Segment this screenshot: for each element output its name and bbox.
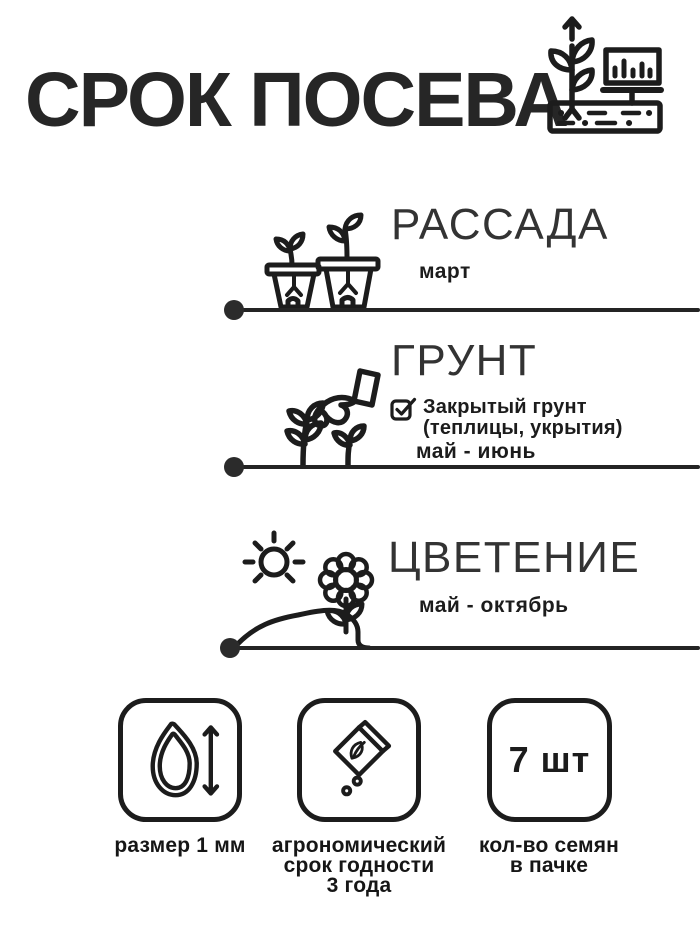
seed-size-badge — [118, 698, 242, 822]
hand-sowing-icon — [266, 362, 388, 466]
seed-count-badge — [487, 698, 612, 822]
badge-label-seed-count: кол-во семян в пачке — [478, 834, 620, 877]
section-heading-cvetenie: ЦВЕТЕНИЕ — [388, 533, 641, 582]
seed-packet-icon — [315, 716, 403, 804]
sun-icon — [245, 533, 303, 581]
section-period-rassada: март — [419, 260, 471, 283]
section-period-cvetenie: май - октябрь — [419, 594, 569, 617]
note-line-1: Закрытый грунт — [423, 396, 587, 418]
checkbox-checked-icon — [390, 395, 417, 422]
timeline-dot — [220, 638, 240, 658]
timeline-line — [230, 646, 700, 650]
bar-chart-monitor-icon — [603, 50, 661, 103]
section-period-grunt: май - июнь — [416, 440, 536, 463]
seed-size-icon — [136, 716, 224, 804]
section-heading-rassada: РАССАДА — [391, 200, 609, 249]
leaf-icon — [351, 742, 364, 758]
badge-label-shelf-life: агрономический срок годности 3 года — [271, 834, 447, 897]
timeline-line — [234, 465, 700, 469]
sprout-icon — [551, 40, 592, 118]
note-line-2: (теплицы, укрытия) — [423, 417, 623, 439]
section-heading-grunt: ГРУНТ — [391, 336, 538, 385]
timeline-dot — [224, 457, 244, 477]
flower-icon — [320, 554, 372, 632]
sprout-growth-chart-icon — [545, 12, 665, 136]
timeline-dot — [224, 300, 244, 320]
timeline-line — [234, 308, 700, 312]
up-arrow-icon — [565, 19, 579, 39]
mound-icon — [234, 610, 369, 648]
page-title: СРОК ПОСЕВА — [25, 57, 567, 143]
section-note — [423, 397, 623, 439]
seed-icon — [153, 724, 197, 795]
seedling-pots-icon — [258, 212, 382, 310]
vertical-arrows-icon — [205, 727, 217, 793]
shelf-life-badge — [297, 698, 421, 822]
badge-label-size: размер 1 мм — [114, 834, 246, 857]
sun-and-flower-icon — [224, 528, 396, 650]
seed-count-value: 7 шт — [508, 739, 591, 780]
